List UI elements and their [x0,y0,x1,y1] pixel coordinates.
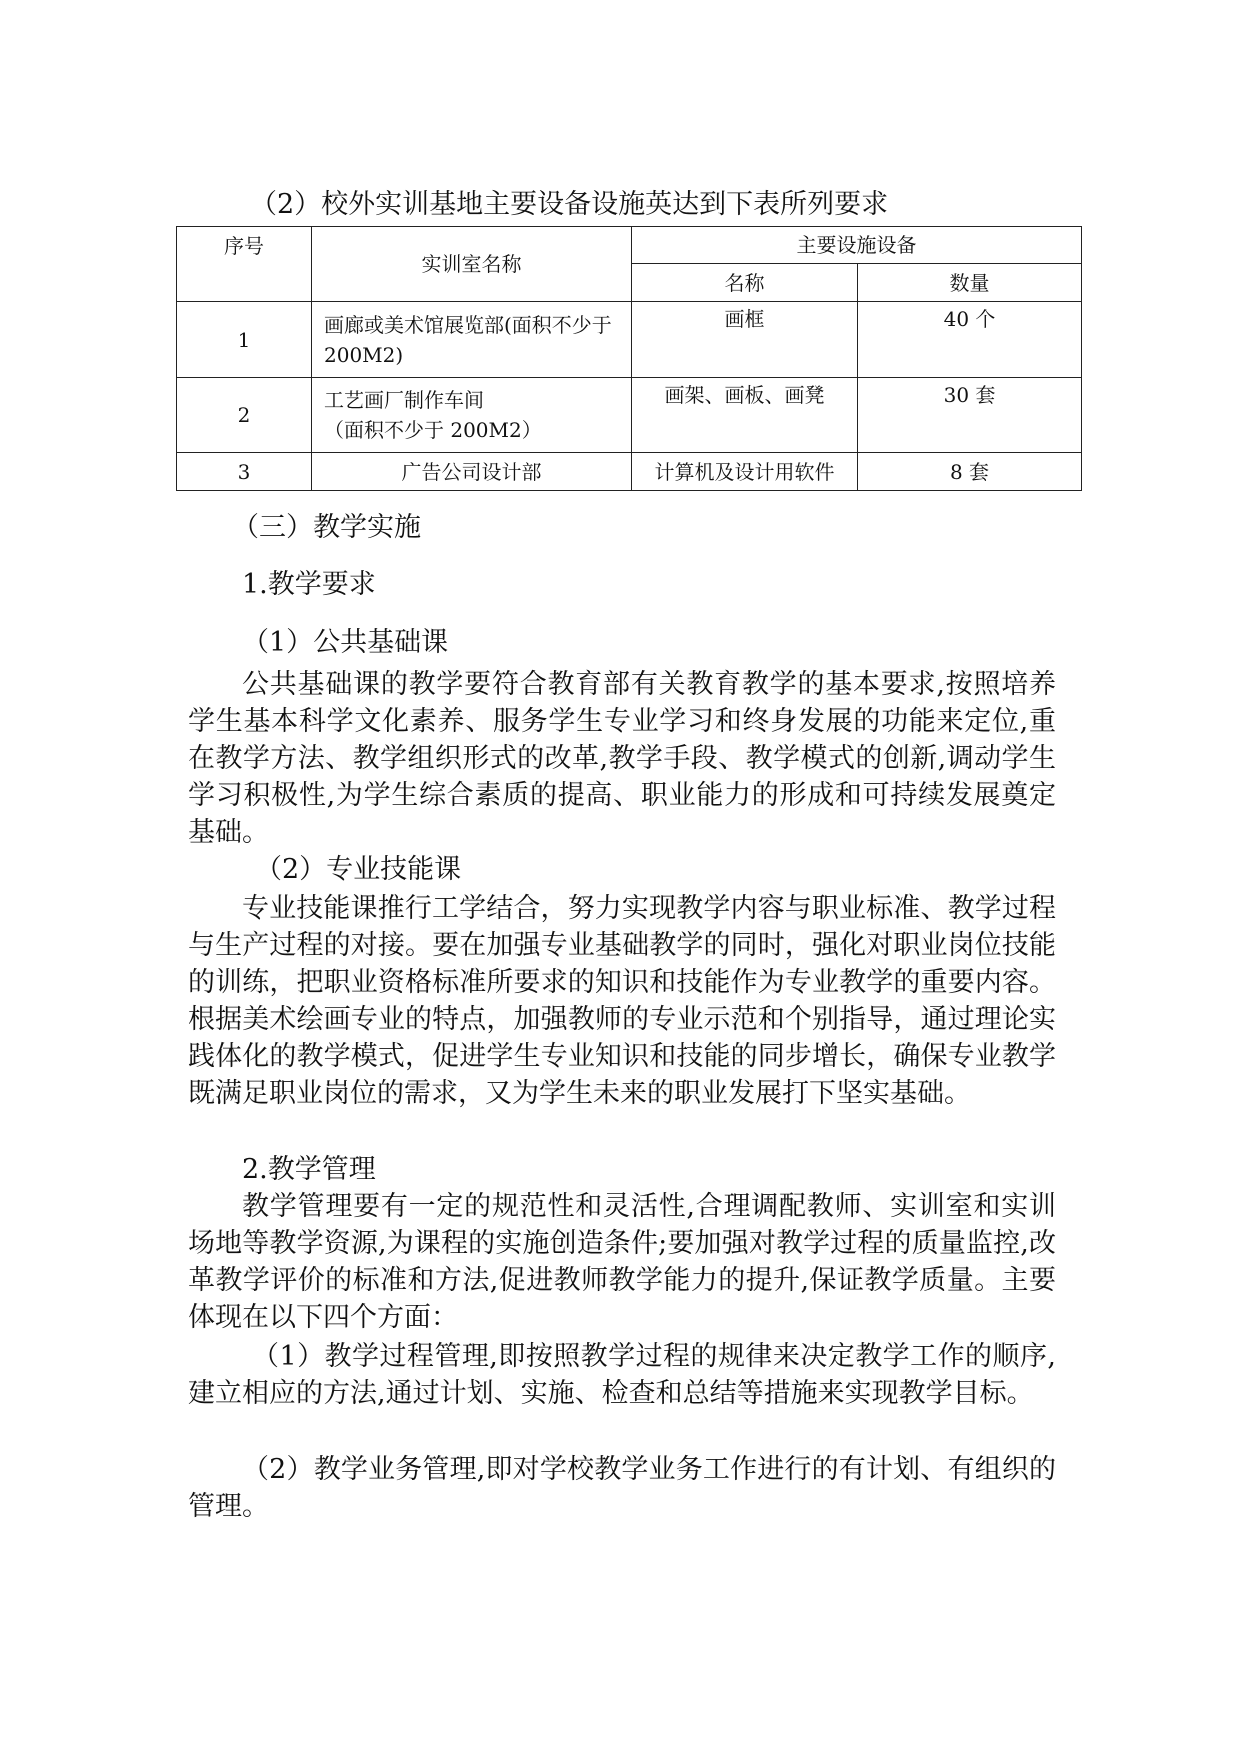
cell-room-name-line1: 工艺画厂制作车间 [324,388,484,412]
cell-room-name: 广告公司设计部 [312,453,632,491]
cell-room-name: 画廊或美术馆展览部(面积不少于 200M2) [312,302,632,378]
table-caption: （2）校外实训基地主要设备设施英达到下表所列要求 [250,189,889,220]
equipment-table [176,226,1082,491]
cell-seq: 3 [177,453,312,491]
cell-quantity: 30 套 [858,378,1082,453]
cell-equipment-name: 计算机及设计用软件 [632,453,858,491]
section-1-1-paragraph: 公共基础课的教学要符合教育部有关教育教学的基本要求,按照培养学生基本科学文化素养、服务学生专业学习和终身发展的功能来定位,重在教学方法、教学组织形式的改革,教学手段、教学模式的创新,调动学生学习积极性,为学生综合素质的提高、职业能力的形成和可持续发展奠定基础。 [188,669,1056,848]
header-equipment: 主要设施设备 [632,227,1082,264]
table-row [177,302,1082,378]
header-quantity: 数量 [858,264,1082,302]
cell-seq: 1 [177,302,312,378]
section-1-2-heading: （2）专业技能课 [255,854,462,885]
cell-room-name [312,378,632,453]
cell-seq: 2 [177,378,312,453]
section-2-item-1: （1）教学过程管理,即按照教学过程的规律来决定教学工作的顺序,建立相应的方法,通过计划、实施、检查和总结等措施来实现教学目标。 [188,1341,1056,1409]
header-room-name: 实训室名称 [312,227,632,302]
section-1-2-paragraph: 专业技能课推行工学结合，努力实现教学内容与职业标准、教学过程与生产过程的对接。要在加强专业基础教学的同时，强化对职业岗位技能的训练，把职业资格标准所要求的知识和技能作为专业教学的重要内容。根据美术绘画专业的特点，加强教师的专业示范和个别指导，通过理论实践体化的教学模式，促进学生专业知识和技能的同步增长，确保专业教学既满足职业岗位的需求，又为学生未来的职业发展打下坚实基础。 [188,893,1056,1109]
section-1-heading: 1.教学要求 [242,569,376,600]
header-seq: 序号 [177,227,312,302]
table-row [177,453,1082,491]
table-header-row [177,227,1082,264]
section-1-1-heading: （1）公共基础课 [242,627,449,658]
section-2-item-2: （2）教学业务管理,即对学校教学业务工作进行的有计划、有组织的管理。 [188,1454,1056,1522]
cell-room-name-line2: （面积不少于 200M2） [324,418,542,442]
section-2-heading: 2.教学管理 [242,1154,376,1185]
cell-equipment-name: 画架、画板、画凳 [632,378,858,453]
cell-quantity: 40 个 [858,302,1082,378]
cell-quantity: 8 套 [858,453,1082,491]
header-equipment-name: 名称 [632,264,858,302]
section-2-paragraph: 教学管理要有一定的规范性和灵活性,合理调配教师、实训室和实训场地等教学资源,为课程的实施创造条件;要加强对教学过程的质量监控,改革教学评价的标准和方法,促进教师教学能力的提升,保证教学质量。主要体现在以下四个方面： [188,1191,1056,1333]
cell-equipment-name: 画框 [632,302,858,378]
section-3-heading: （三）教学实施 [232,512,421,543]
table-row [177,378,1082,453]
